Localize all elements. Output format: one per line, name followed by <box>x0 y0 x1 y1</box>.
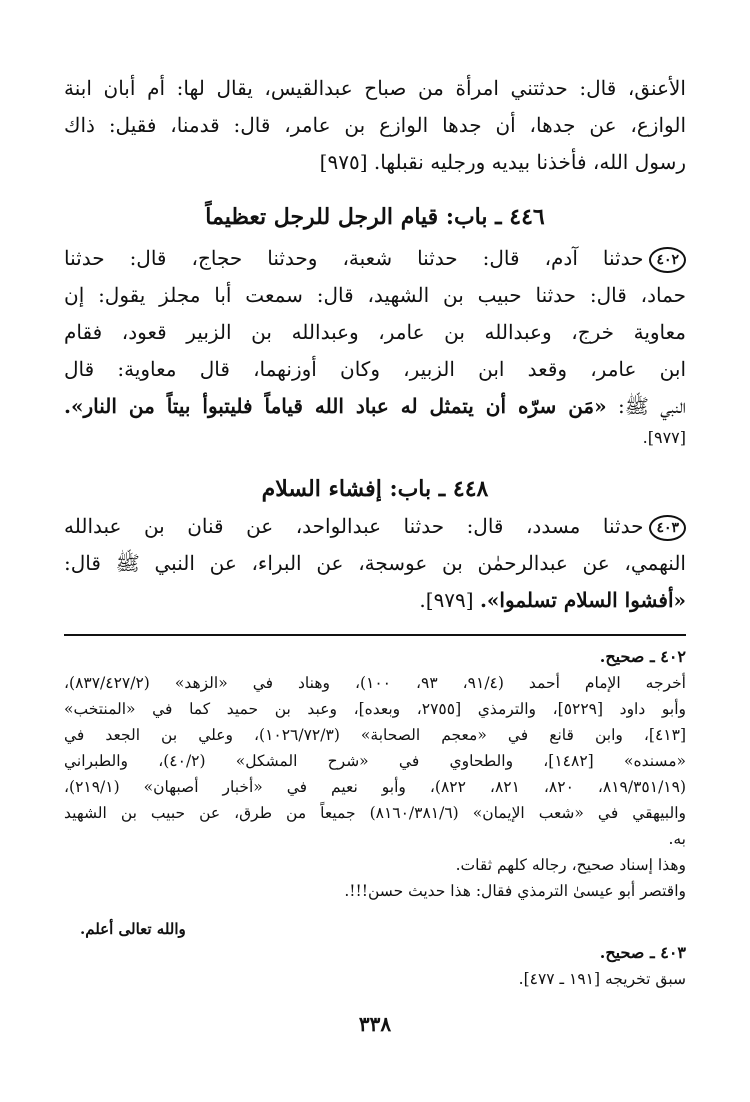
footnote-line: به. <box>668 830 686 848</box>
hadith-403 <box>64 508 686 619</box>
footnote-note: وهذا إسناد صحيح، رجاله كلهم ثقات. <box>455 856 686 874</box>
main-text <box>64 70 686 181</box>
footnote-title: ٤٠٢ ـ صحيح. <box>599 647 686 666</box>
text-line: حدثنا مسدد، قال: حدثنا عبدالواحد، عن قنان بن عبدالله <box>64 514 644 538</box>
footnote-title: ٤٠٣ ـ صحيح. <box>599 943 686 962</box>
text-line: رسول الله، فأخذنا بيديه ورجليه نقبلها. [٩٧٥] <box>319 150 686 174</box>
text-line: معاوية خرج، وعبدالله بن عامر، وعبدالله بن الزبير قعود، فقام <box>64 320 686 344</box>
footnote-402 <box>64 644 686 904</box>
footnote-line: وأبو داود [٥٢٢٩]، والترمذي [٢٧٥٥، وبعده]، وعبد بن حميد كما في «المنتخب» <box>64 700 686 718</box>
hadith-number-badge: ٤٠٣ <box>649 515 686 541</box>
footnote-separator <box>64 634 686 636</box>
chapter-title: ٤٤٦ ـ باب: قيام الرجل للرجل تعظيماً <box>205 204 545 230</box>
text-line: حماد، قال: حدثنا حبيب بن الشهيد، قال: سمعت أبا مجلز يقول: إن <box>64 283 686 307</box>
chapter-title: ٤٤٨ ـ باب: إفشاء السلام <box>261 476 489 502</box>
footnote-line: «مسنده» [١٤٨٢]، والطحاوي في «شرح المشكل» (٤٠/٢)، والطبراني <box>64 752 686 770</box>
footnote-line: (٨١٩/٣٥١/١٩، ٨٢٠، ٨٢١، ٨٢٢)، وأبو نعيم في «أخبار أصبهان» (٢١٩/١)، <box>64 778 687 796</box>
text-line-prefix: النبي ﷺ: <box>606 394 686 418</box>
closing-phrase: والله تعالى أعلم. <box>80 920 186 938</box>
hadith-quote: «مَن سرّه أن يتمثل له عباد الله قياماً فليتبوأ بيتاً من النار». <box>64 394 607 418</box>
text-line: الأعنق، قال: حدثتني امرأة من صباح عبدالقيس، يقال لها: أم أبان ابنة <box>64 76 686 100</box>
hadith-quote: «أفشوا السلام تسلموا». <box>479 588 686 612</box>
page-number: ٣٣٨ <box>358 1012 392 1036</box>
hadith-reference: [٩٧٩]. <box>419 588 480 612</box>
footnote-line: [٤١٣]، وابن قانع في «معجم الصحابة» (١٠٢٦/٧٢/٣)، وعلي بن الجعد في <box>64 726 686 744</box>
text-line: النهمي، عن عبدالرحمٰن بن عوسجة، عن البراء، عن النبي ﷺ قال: <box>64 551 686 575</box>
text-line: ابن عامر، وقعد ابن الزبير، وكان أوزنهما، قال معاوية: قال <box>64 357 686 381</box>
footnote-line: أخرجه الإمام أحمد (٩١/٤، ٩٣، ١٠٠)، وهناد في «الزهد» (٨٣٧/٤٢٧/٢)، <box>64 674 686 692</box>
text-line: حدثنا آدم، قال: حدثنا شعبة، وحدثنا حجاج، قال: حدثنا <box>64 246 644 270</box>
hadith-number-badge: ٤٠٢ <box>649 247 686 273</box>
footnote-403 <box>64 940 686 992</box>
footnote-note: واقتصر أبو عيسىٰ الترمذي فقال: هذا حديث حسن!!!. <box>344 882 686 900</box>
footnote-line: والبيهقي في «شعب الإيمان» (٨١٦٠/٣٨١/٦) جميعاً من طرق، عن حبيب بن الشهيد <box>64 804 686 822</box>
hadith-reference: [٩٧٧]. <box>642 428 686 447</box>
text-line: الوازع، عن جدها، أن جدها الوازع بن عامر، قال: قدمنا، فقيل: ذاك <box>64 113 686 137</box>
footnote-line: سبق تخريجه [١٩١ ـ ٤٧٧]. <box>518 970 686 988</box>
hadith-402 <box>64 240 686 451</box>
